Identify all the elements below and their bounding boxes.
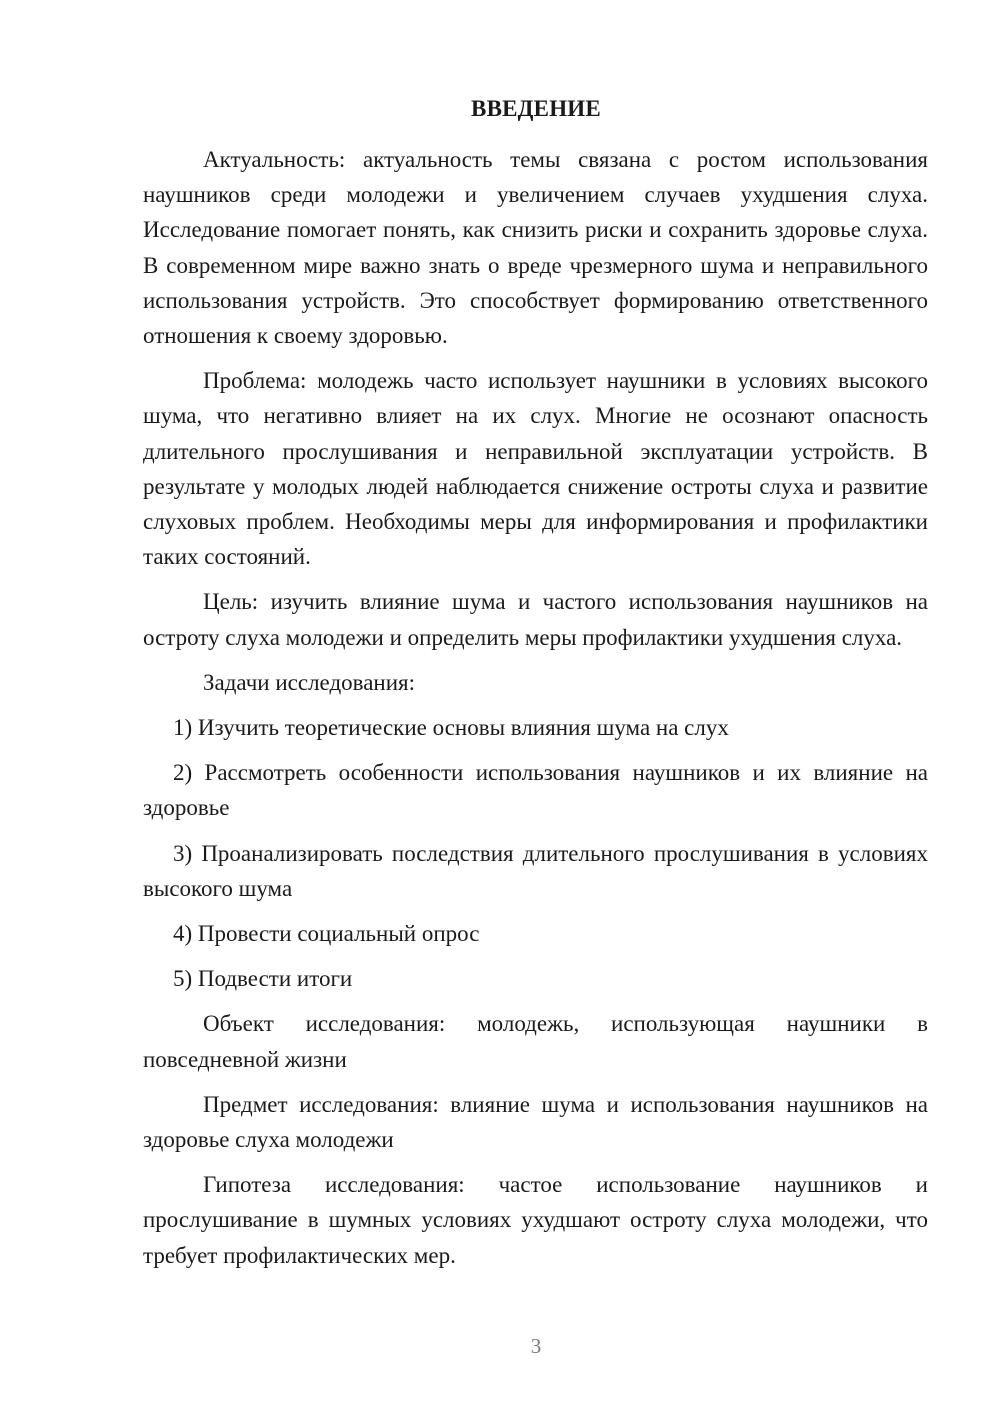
task-item-5: 5) Подвести итоги <box>173 966 353 992</box>
paragraph-subject: Предмет исследования: влияние шума и использования наушников на здоровье слуха молодежи <box>143 1091 928 1153</box>
task-item-2: 2) Рассмотреть особенности использования наушников и их влияние на здоровье <box>143 760 928 821</box>
task-item-1: 1) Изучить теоретические основы влияния шума на слух <box>173 715 729 741</box>
paragraph-hypothesis: Гипотеза исследования: частое использование наушников и прослушивание в шумных условиях ухудшают остроту слуха молодежи, что требует профилактических мер. <box>143 1172 928 1268</box>
page-number: 3 <box>530 1334 542 1358</box>
task-item-3: 3) Проанализировать последствия длительного прослушивания в условиях высокого шума <box>143 840 928 901</box>
task-item-4: 4) Провести социальный опрос <box>173 921 480 947</box>
document-body <box>143 142 928 1283</box>
paragraph-object: Объект исследования: молодежь, использующая наушники в повседневной жизни <box>143 1011 928 1072</box>
section-heading: ВВЕДЕНИЕ <box>471 96 601 121</box>
paragraph-relevance: Актуальность: актуальность темы связана с ростом использования наушников среди молодежи и увеличением случаев ухудшения слуха. Исследование помогает понять, как снизить риски и сохранить здоровье слуха. В современном мире важно знать о вреде чрезмерного шума и неправильного использования устройств. Это способствует формированию ответственного отношения к своему здоровью. <box>143 147 928 349</box>
paragraph-goal: Цель: изучить влияние шума и частого использования наушников на остроту слуха молодежи и определить меры профилактики ухудшения слуха. <box>143 589 928 650</box>
paragraph-problem: Проблема: молодежь часто использует наушники в условиях высокого шума, что негативно влияет на их слух. Многие не осознают опасность длительного прослушивания и неправильной эксплуатации устройств. В результате у молодых людей наблюдается снижение остроты слуха и развитие слуховых проблем. Необходимы меры для информирования и профилактики таких состояний. <box>143 368 928 570</box>
paragraph-tasks-heading: Задачи исследования: <box>203 669 416 695</box>
